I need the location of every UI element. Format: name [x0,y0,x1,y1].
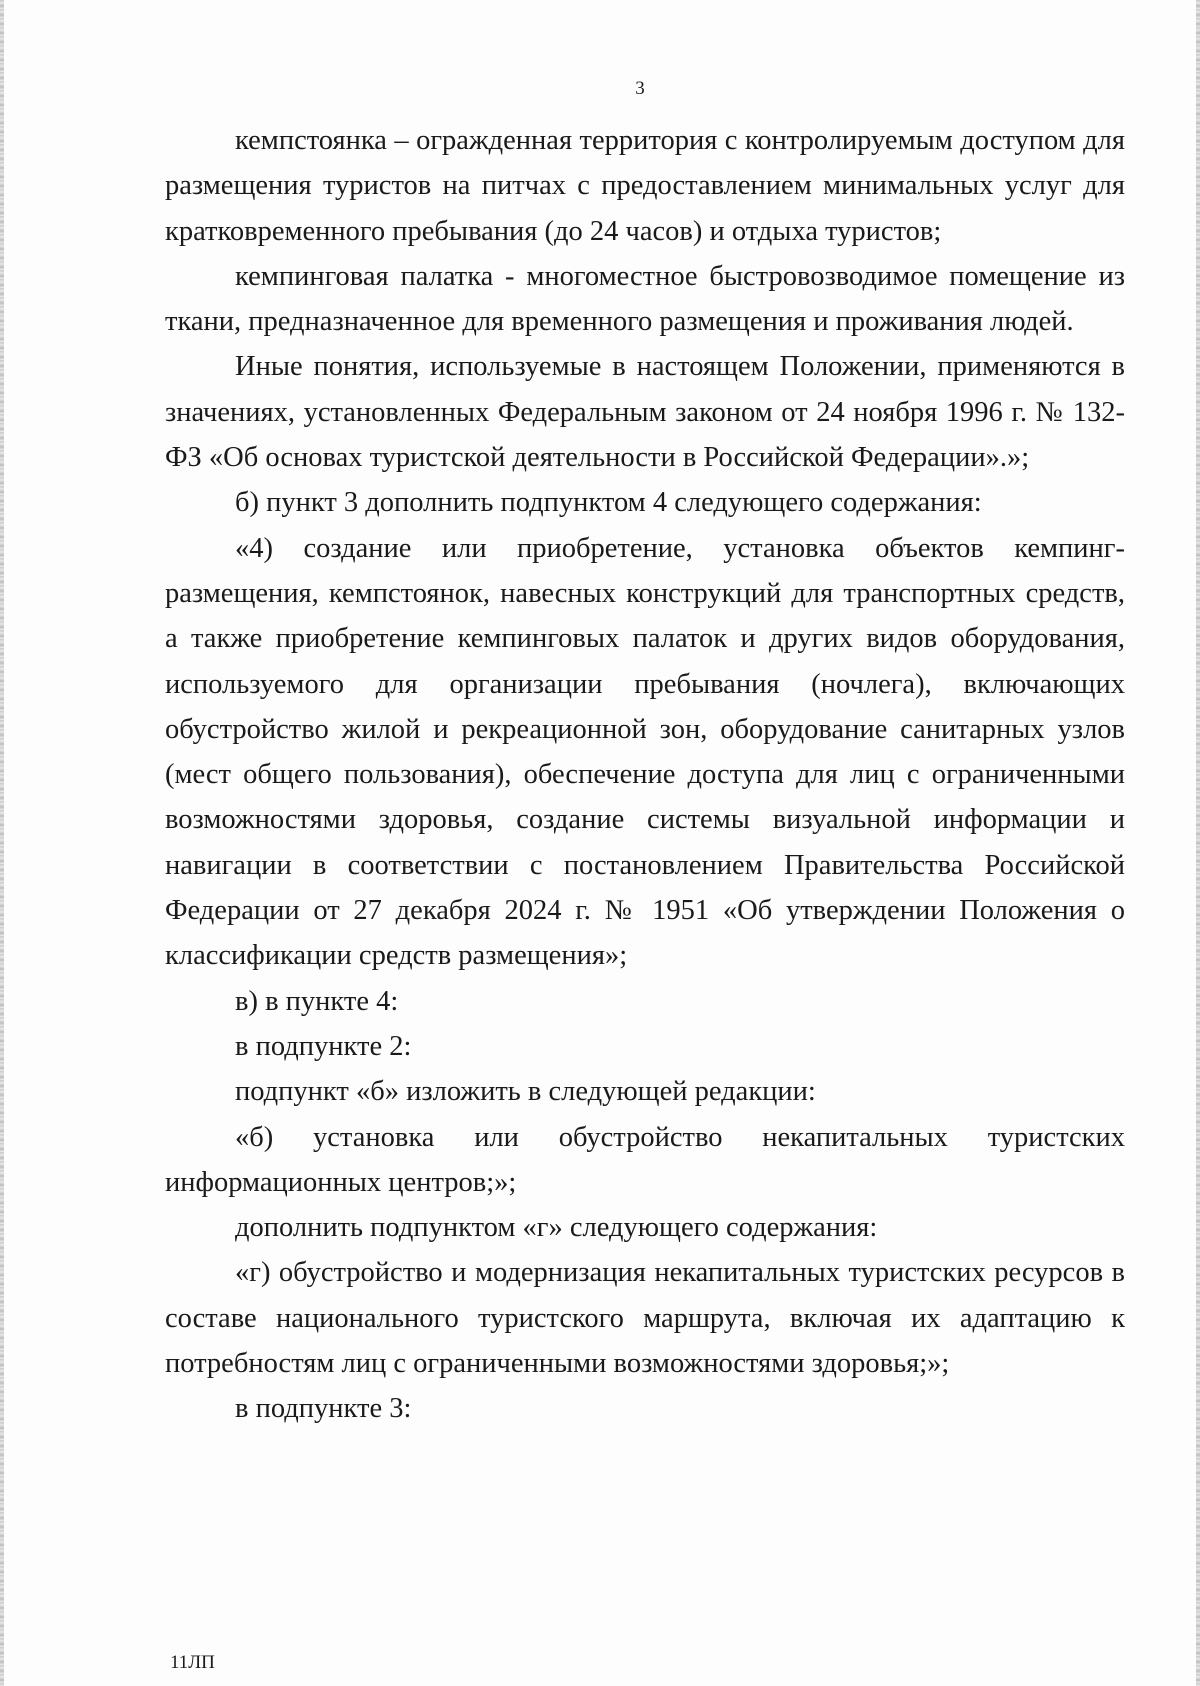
paragraph-amendment-v: в) в пункте 4: [235,985,399,1017]
paragraph-subpoint-b-edit: подпункт «б» изложить в следующей редакции: [235,1076,816,1108]
paragraph-subpoint-2: в подпункте 2: [235,1030,412,1062]
document-body [165,118,1125,1432]
paragraph-subpoint-4: «4) создание или приобретение, установка объектов кемпинг-размещения, кемпстоянок, навесных конструкций для транспортных средств, а также приобретение кемпинговых палаток и других видов оборудования, используемого для организации пребывания (ночлега), включающих обустройство жилой и рекреационной зон, оборудование санитарных узлов (мест общего пользования), обеспечение доступа для лиц с ограниченными возможностями здоровья, создание системы визуальной информации и навигации в соответствии с постановлением Правительства Российской Федерации от 27 декабря 2024 г. № 1951 «Об утверждении Положения о классификации средств размещения»; [165,532,1125,972]
paragraph-other-terms: Иные понятия, используемые в настоящем Положении, применяются в значениях, установленных Федеральным законом от 24 ноября 1996 г. № 132-ФЗ «Об основах туристской деятельности в Российской Федерации».»; [165,351,1125,474]
scan-edge-right [1196,0,1200,1686]
paragraph-add-subpoint-g: дополнить подпунктом «г» следующего содержания: [235,1212,878,1244]
footer-document-code: 11ЛП [170,1652,215,1673]
paragraph-subpoint-g-text: «г) обустройство и модернизация некапитальных туристских ресурсов в составе национального туристского маршрута, включая их адаптацию к потребностям лиц с ограниченными возможностями здоровья;»; [165,1257,1125,1380]
scan-edge-left [0,0,4,1686]
paragraph-subpoint-3: в подпункте 3: [235,1393,412,1425]
paragraph-kemping-palatka-definition: кемпинговая палатка - многоместное быстровозводимое помещение из ткани, предназначенное для временного размещения и проживания людей. [165,260,1125,338]
paragraph-amendment-b: б) пункт 3 дополнить подпунктом 4 следующего содержания: [235,487,982,519]
paragraph-kempstoyanka-definition: кемпстоянка – огражденная территория с контролируемым доступом для размещения туристов на питчах с предоставлением минимальных услуг для кратковременного пребывания (до 24 часов) и отдыха туристов; [165,125,1125,247]
paragraph-subpoint-b-text: «б) установка или обустройство некапитальных туристских информационных центров;»; [165,1121,1125,1198]
page-number: 3 [635,78,645,99]
